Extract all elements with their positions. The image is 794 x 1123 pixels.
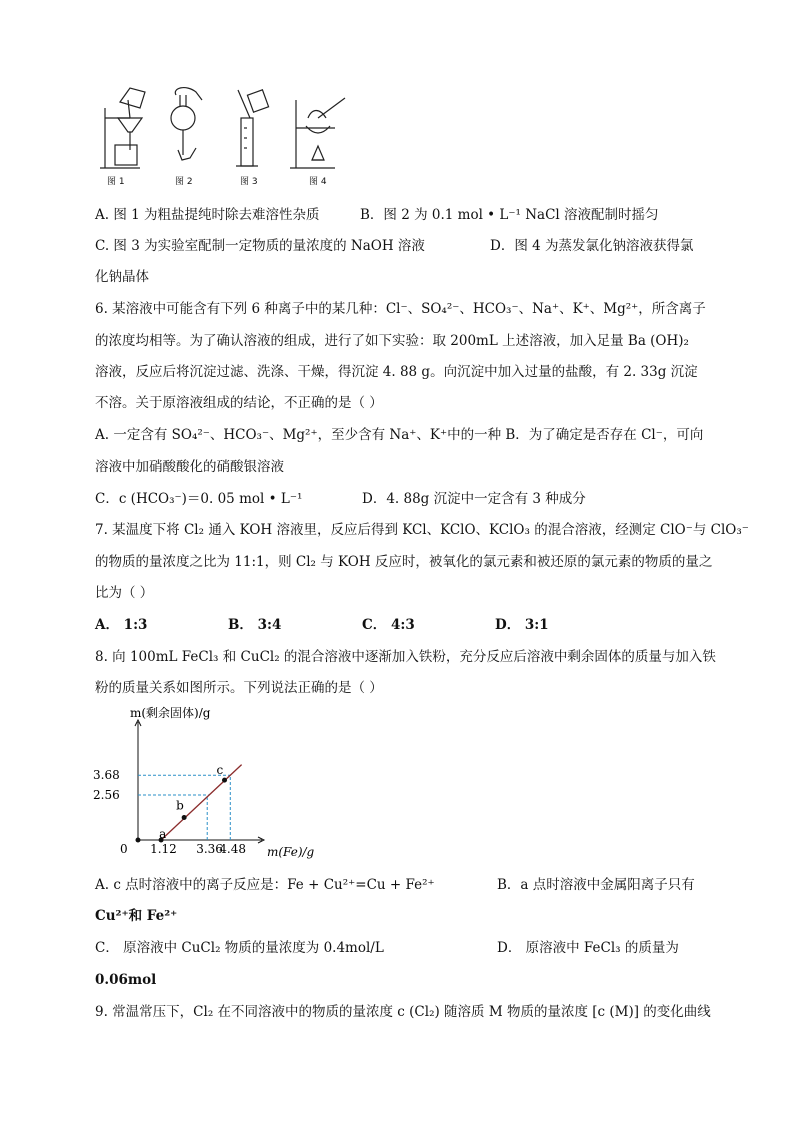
x-tick-label-2: 4.48 xyxy=(219,842,247,856)
iron-mass-graph xyxy=(0,700,794,870)
q7-stem-1: 7. 某温度下将 Cl₂ 通入 KOH 溶液里，反应后得到 KCl、KClO、KClO₃ 的混合溶液，经测定 ClO⁻与 ClO₃⁻ xyxy=(95,522,749,538)
q6-option-a: A. 一定含有 SO₄²⁻、HCO₃⁻、Mg²⁺，至少含有 Na⁺、K⁺中的一种 B．为了确定是否存在 Cl⁻，可向 xyxy=(95,427,704,443)
q8-option-b-cont: Cu²⁺和 Fe²⁺ xyxy=(95,908,178,924)
q7-option-b: B． 3:4 xyxy=(228,617,282,633)
point-label-b: b xyxy=(176,798,184,813)
q7-option-a: A． 1:3 xyxy=(95,617,148,633)
graph-xlabel: m(Fe)/g xyxy=(267,845,315,859)
q7-option-c: C． 4:3 xyxy=(362,617,415,633)
graph-ylabel: m(剩余固体)/g xyxy=(130,706,211,720)
point-label-a: a xyxy=(159,827,167,841)
point-b xyxy=(182,815,187,820)
q8-stem-2: 粉的质量关系如图所示。下列说法正确的是（ ） xyxy=(95,680,383,696)
q6-stem-2: 的浓度均相等。为了确认溶液的组成，进行了如下实验：取 200mL 上述溶液，加入足量 Ba (OH)₂ xyxy=(95,333,689,349)
q6-option-c: C．c (HCO₃⁻)＝0. 05 mol • L⁻¹ xyxy=(95,491,303,507)
x-tick-label-0: 1.12 xyxy=(150,842,177,856)
figure-4-caption: 图 4 xyxy=(309,177,327,187)
figure-2-caption: 图 2 xyxy=(175,177,193,187)
q6-stem-1: 6. 某溶液中可能含有下列 6 种离子中的某几种：Cl⁻、SO₄²⁻、HCO₃⁻、Na⁺、K⁺、Mg²⁺，所含离子 xyxy=(95,301,706,317)
q6-stem-4: 不溶。关于原溶液组成的结论，不正确的是（ ） xyxy=(95,395,383,411)
apparatus-figures xyxy=(0,0,794,200)
y-tick-label-0: 2.56 xyxy=(93,787,120,802)
point-label-c: c xyxy=(216,763,224,778)
q8-option-c: C． 原溶液中 CuCl₂ 物质的量浓度为 0.4mol/L xyxy=(95,940,384,956)
graph-origin: 0 xyxy=(120,842,128,856)
q5-option-a: A. 图 1 为粗盐提纯时除去难溶性杂质 xyxy=(95,207,320,223)
q6-option-d: D．4. 88g 沉淀中一定含有 3 种成分 xyxy=(362,491,586,507)
q7-option-d: D． 3:1 xyxy=(495,617,549,633)
q5-option-d: D．图 4 为蒸发氯化钠溶液获得氯 xyxy=(490,238,694,254)
q5-option-d-cont: 化钠晶体 xyxy=(95,269,149,285)
series-line xyxy=(161,765,242,840)
y-tick-label-1: 3.68 xyxy=(93,768,120,783)
point-c xyxy=(222,778,227,783)
q6-stem-3: 溶液，反应后将沉淀过滤、洗涤、干燥，得沉淀 4. 88 g。向沉淀中加入过量的盐酸，有 2. 33g 沉淀 xyxy=(95,364,698,380)
q5-option-c: C. 图 3 为实验室配制一定物质的量浓度的 NaOH 溶液 xyxy=(95,238,425,254)
q5-option-b: B．图 2 为 0.1 mol • L⁻¹ NaCl 溶液配制时摇匀 xyxy=(360,207,659,223)
q8-stem-1: 8. 向 100mL FeCl₃ 和 CuCl₂ 的混合溶液中逐渐加入铁粉，充分反应后溶液中剩余固体的质量与加入铁 xyxy=(95,649,716,665)
q7-stem-2: 的物质的量浓度之比为 11:1，则 Cl₂ 与 KOH 反应时，被氧化的氯元素和被还原的氯元素的物质的量之 xyxy=(95,554,713,570)
q8-option-b: B．a 点时溶液中金属阳离子只有 xyxy=(497,877,695,893)
q6-option-a-cont: 溶液中加硝酸酸化的硝酸银溶液 xyxy=(95,459,284,475)
q9-stem-1: 9. 常温常压下，Cl₂ 在不同溶液中的物质的量浓度 c (Cl₂) 随溶质 M 物质的量浓度 [c (M)] 的变化曲线 xyxy=(95,1004,711,1020)
q8-option-d: D． 原溶液中 FeCl₃ 的质量为 xyxy=(497,940,679,956)
q8-option-a: A. c 点时溶液中的离子反应是：Fe + Cu²⁺=Cu + Fe²⁺ xyxy=(95,877,435,893)
figure-3-caption: 图 3 xyxy=(240,177,258,187)
figure-1-caption: 图 1 xyxy=(107,177,125,187)
q8-option-d-cont: 0.06mol xyxy=(95,972,157,988)
x-tick-label-1: 3.36 xyxy=(196,842,223,856)
q7-stem-3: 比为（ ） xyxy=(95,585,154,601)
origin-dot xyxy=(136,838,141,843)
